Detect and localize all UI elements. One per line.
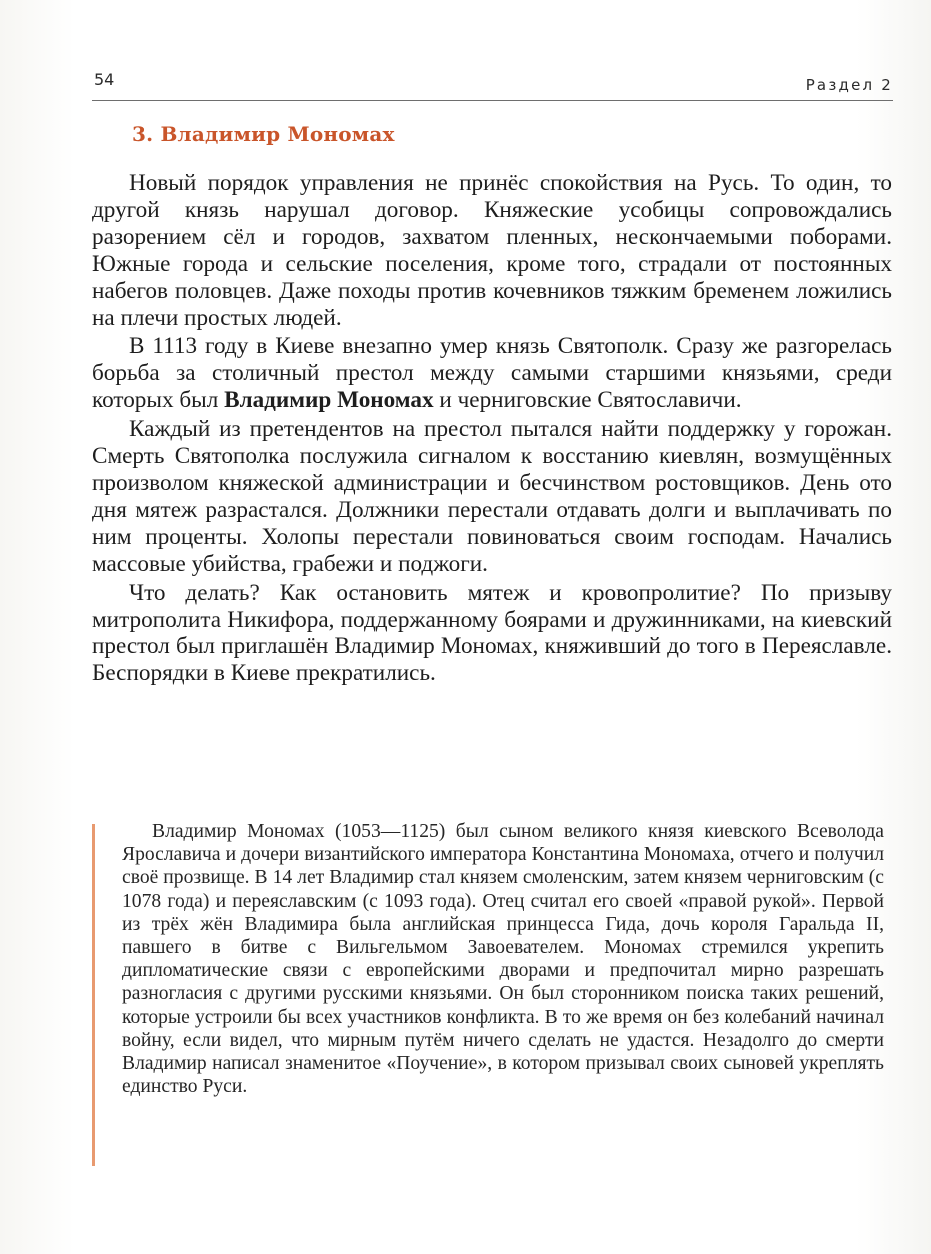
- paragraph-3: Каждый из претендентов на престол пытался найти поддержку у горожан. Смерть Святополка послужила сигналом к восстанию киевлян, возмущённых произволом княжеской администрации и бесчинством ростовщиков. День ото дня мятеж разрастался. Должники перестали отдавать долги и выплачивать по ним проценты. Холопы перестали повиноваться своим господам. Начались массовые убийства, грабежи и поджоги.: [92, 416, 892, 577]
- section-label: Раздел 2: [805, 76, 893, 94]
- paragraph-2-end: и черниговские Святославичи.: [433, 387, 742, 414]
- page-number: 54: [94, 70, 115, 89]
- paragraph-2: [92, 333, 892, 414]
- bold-term-vladimir-monomakh: Владимир Мономах: [224, 387, 434, 414]
- note-accent-bar: [92, 824, 95, 1166]
- paragraph-1: Новый порядок управления не принёс спокойствия на Русь. То один, то другой князь нарушал договор. Княжеские усобицы сопровождались разорением сёл и городов, захватом пленных, нескончаемыми поборами. Южные города и сельские поселения, кроме того, страдали от постоянных набегов половцев. Даже походы против кочевников тяжким бременем ложились на плечи простых людей.: [92, 170, 892, 331]
- main-text: [92, 170, 892, 689]
- page-header: [92, 66, 893, 101]
- section-title: 3. Владимир Мономах: [132, 122, 395, 146]
- note-text: Владимир Мономах (1053—1125) был сыном великого князя киевского Всеволода Ярославича и дочери византийского императора Константина Мономаха, отчего и получил своё прозвище. В 14 лет Владимир стал князем смоленским, затем князем черниговским (с 1078 года) и переяславским (с 1093 года). Отец считал его своей «правой рукой». Первой из трёх жён Владимира была английская принцесса Гида, дочь короля Гаральда II, павшего в битве с Вильгельмом Завоевателем. Мономах стремился укрепить дипломатические связи с европейскими дворами и предпочитал мирно разрешать разногласия с другими русскими князьями. Он был сторонником поиска таких решений, которые устроили бы всех участников конфликта. В то же время он без колебаний начинал войну, если видел, что мирным путём ничего сделать не удастся. Незадолго до смерти Владимир написал знаменитое «Поучение», в котором призывал своих сыновей укреплять единство Руси.: [122, 821, 884, 1098]
- paragraph-2-start: В 1113 году в Киеве внезапно умер князь Святополк. Сразу же разгорелась борьба за столичный престол между самыми старшими князьями, среди которых был: [92, 333, 892, 414]
- paragraph-4: Что делать? Как остановить мятеж и кровопролитие? По призыву митрополита Никифора, поддержанному боярами и дружинниками, на киевский престол был приглашён Владимир Мономах, княживший до того в Переяславле. Беспорядки в Киеве прекратились.: [92, 579, 892, 687]
- biography-note: [92, 820, 892, 1170]
